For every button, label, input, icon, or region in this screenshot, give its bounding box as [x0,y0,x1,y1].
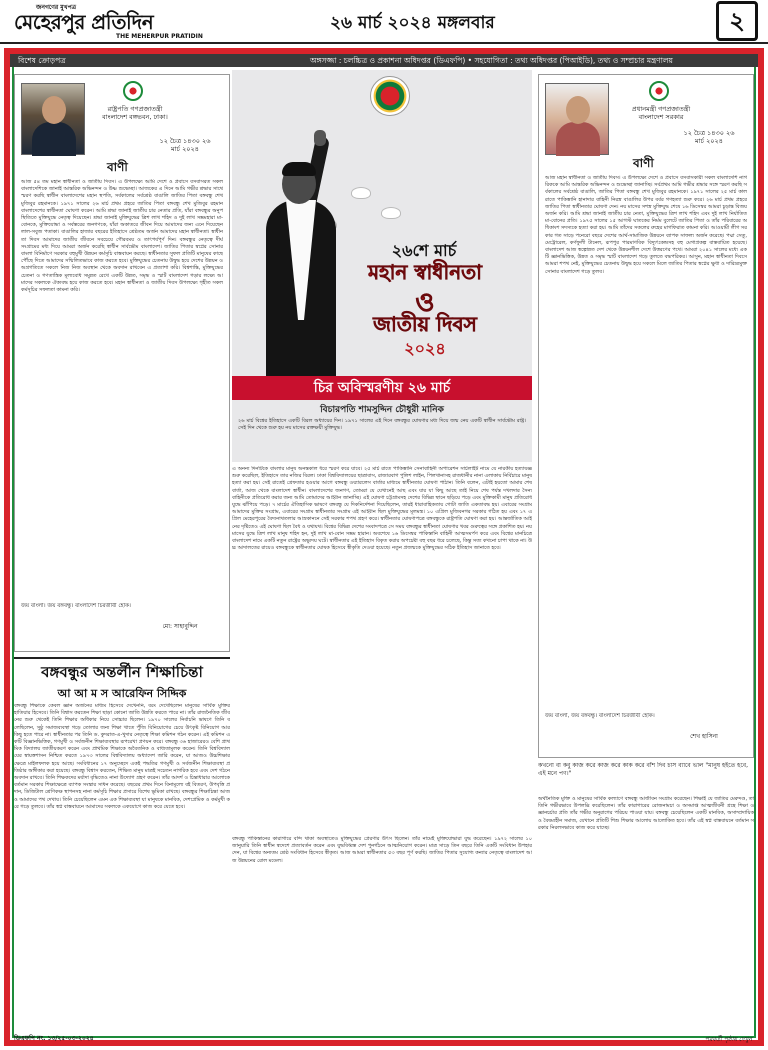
quoted-verse: কখনো বা কবু কাজ করে কাজ করে কাক করে বাঁশ দিব চাস ব্যাবে ভাল "মানুষ হইতে হবে, এই মনে পণ।" [538,762,748,777]
article-lead: ২৬ মার্চ বিশ্বের ইতিহাসে একটি বিরল অধ্যায়ের দিন। ১৯৭১ সালের এই দিনে বঙ্গবন্ধুর ঘোষণার মধ্য দিয়ে জন্ম নেয় একটি স্বাধীন সার্বভৌম রাষ্ট্র। সেই দিন থেকে শুরু হয় নয় মাসের রক্তক্ষয়ী মুক্তিযুদ্ধ। [238,418,526,431]
prime-minister-message-closing: জয় বাংলা, জয় বঙ্গবন্ধু। বাংলাদেশ চিরজীবী হোক। [545,713,655,719]
article-headline: চির অবিস্মরণীয় ২৬ মার্চ [232,376,532,400]
education-article-author: আ আ ম স আরেফিন সিদ্দিক [57,687,187,700]
independence-day-poster [232,70,532,462]
education-article [14,657,230,1042]
supplement-top-bar [10,54,758,67]
president-message-date: ১২ চৈত্র ১৪৩০ ২৬ মার্চ ২০২৪ [159,137,211,153]
poster-date: ২৬শে মার্চ [391,241,457,260]
masthead-tagline: জনগণের মুখপত্র [36,4,77,11]
poster-title-line1: মহান স্বাধীনতা [368,260,482,284]
national-emblem-icon [370,76,410,116]
prime-minister-message-title: বাণী [633,156,654,170]
dfp-reference: ডিএফপি নং. ১৩/২৫-০৩-২০২৪ [14,1035,94,1042]
prime-minister-message [538,74,754,758]
continuation-text: অর্থনৈতিক মুক্তি ও মানুষের সার্বিক কল্যাণে বঙ্গবন্ধু আজীবন সংগ্রাম করেছেন। শিক্ষাই যে জাতির মেরুদণ্ড, তা তিনি গভীরভাবে উপলব্ধি করেছিলেন। তাঁর কারাগারের রোজনামচা ও অসমাপ্ত আত্মজীবনী গ্রন্থে শিক্ষা ও জ্ঞানচর্চার প্রতি তাঁর গভীর অনুরাগের পরিচয় পাওয়া যায়। বঙ্গবন্ধু চেয়েছিলেন একটি মানবিক, অসাম্প্রদায়িক ও বৈষম্যহীন সমাজ, যেখানে প্রতিটি শিশু শিক্ষার আলোয় আলোকিত হবে। তাঁর এই স্বপ্ন বাস্তবায়নে বর্তমান সরকার নিরলসভাবে কাজ করে যাচ্ছে। [538,796,754,831]
page-number: ২ [716,1,758,41]
president-photo [21,83,85,155]
dove-icon [352,188,370,198]
issue-date: ২৬ মার্চ ২০২৪ মঙ্গলবার [330,13,495,33]
prime-minister-message-text: আজ মহান স্বাধীনতা ও জাতীয় দিবস। এ উপলক্ষ্যে দেশে ও প্রবাসে বসবাসকারী সকল বাংলাদেশি নাগরিককে আমি আন্তরিক অভিনন্দন ও শুভেচ্ছা জানাচ্ছি। সর্বপ্রথম আমি গভীর শ্রদ্ধার সঙ্গে স্মরণ করছি সর্বকালের সর্বশ্রেষ্ঠ বাঙালি, জাতির পিতা বঙ্গবন্ধু শেখ মুজিবুর রহমানকে। ১৯৭১ সালের ২৫ মার্চ কালরাতে পাকিস্তানি হানাদার বাহিনী নিরস্ত্র বাঙালির উপর বর্বর গণহত্যা শুরু করে। ২৬ মার্চ প্রথম প্রহরে জাতির পিতা স্বাধীনতার ঘোষণা দেন। নয় মাসের সশস্ত্র মুক্তিযুদ্ধ শেষে ১৬ ডিসেম্বর আমরা চূড়ান্ত বিজয় অর্জন করি। আমি শ্রদ্ধা জানাই জাতীয় চার নেতা, মুক্তিযুদ্ধের ত্রিশ লাখ শহিদ এবং দুই লাখ নির্যাতিত মা-বোনের প্রতি। ১৯৭৫ সালের ১৫ আগস্ট ঘাতকের নির্মম বুলেটে জাতির পিতা ও তাঁর পরিবারের অধিকাংশ সদস্যকে হত্যা করা হয়। আমি তাঁদের সকলের রুহের মাগফিরাত কামনা করি। আওয়ামী লীগ সরকার গত সাড়ে পনেরো বছরে দেশের আর্থ-সামাজিক উন্নয়নে ব্যাপক সাফল্য অর্জন করেছে। পদ্মা সেতু, মেট্রোরেল, কর্ণফুলী টানেল, রূপপুর পারমাণবিক বিদ্যুৎকেন্দ্রসহ বহু মেগাপ্রকল্প বাস্তবায়িত হয়েছে। বাংলাদেশ আজ স্বল্পোন্নত দেশ থেকে উন্নয়নশীল দেশে উত্তরণের পথে। আমরা ২০৪১ সালের মধ্যে একটি জ্ঞানভিত্তিক, উন্নত ও সমৃদ্ধ স্মার্ট বাংলাদেশ গড়ে তুলতে বদ্ধপরিকর। আসুন, মহান স্বাধীনতা দিবসে আমরা শপথ নেই, মুক্তিযুদ্ধের চেতনায় উদ্বুদ্ধ হয়ে সকলে মিলে জাতির পিতার স্বপ্নের ক্ষুধা ও দারিদ্র্যমুক্ত সোনার বাংলাদেশ গড়ে তুলব। [545,175,747,275]
supplement-label: বিশেষ ক্রোড়পত্র [18,56,66,65]
newspaper-logo[interactable] [8,2,248,42]
center-article-body: এ অনন্য দিনটিকে বাংলার মানুষ অনন্তকাল ধরে স্মরণ করে যাবে। ২৫ মার্চ রাতে পাকিস্তানি সেনাবাহিনী অপারেশন সার্চলাইট নামে যে নারকীয় হত্যাযজ্ঞ শুরু করেছিল, ইতিহাসে তার নজির বিরল। ঢাকা বিশ্ববিদ্যালয়ের ছাত্রাবাস, রাজারবাগ পুলিশ লাইন, পিলখানাসহ রাজধানীর নানা এলাকায় নির্বিচারে মানুষ হত্যা করা হয়। সেই রাতেই গ্রেফতার হওয়ার আগে বঙ্গবন্ধু ওয়্যারলেস বার্তার মাধ্যমে স্বাধীনতার ঘোষণা পাঠান। তিনি বলেন, এটাই হয়তো আমার শেষ বার্তা, আজ থেকে বাংলাদেশ স্বাধীন। বাংলাদেশের জনগণ, তোমরা যে যেখানেই আছ এবং যার যা কিছু আছে তাই নিয়ে শেষ পর্যন্ত দখলদার সৈন্যবাহিনীকে প্রতিরোধ করার জন্য আমি তোমাদের আহ্বান জানাচ্ছি। এই ঘোষণা চট্টগ্রামসহ দেশের বিভিন্ন স্থানে ছড়িয়ে পড়ে এবং মুক্তিকামী মানুষ প্রতিরোধ যুদ্ধে ঝাঁপিয়ে পড়ে। ৭ মার্চের ঐতিহাসিক ভাষণে বঙ্গবন্ধু যে দিকনির্দেশনা দিয়েছিলেন, তারই ধারাবাহিকতায় গোটা জাতি একতাবদ্ধ হয়। এবারের সংগ্রাম আমাদের মুক্তির সংগ্রাম, এবারের সংগ্রাম স্বাধীনতার সংগ্রাম এই আহ্বান ছিল মুক্তিযুদ্ধের মূলমন্ত্র। ১০ এপ্রিল মুজিবনগর সরকার গঠিত হয় এবং ১৭ এপ্রিল মেহেরপুরের বৈদ্যনাথতলার আম্রকাননে সেই সরকার শপথ গ্রহণ করে। স্বাধীনতার ঘোষণাপত্রে বঙ্গবন্ধুকে রাষ্ট্রপতি ঘোষণা করা হয়। আন্তর্জাতিক আইনের দৃষ্টিতেও এই ঘোষণা ছিল বৈধ ও যথাযথ। বিশ্বের বিভিন্ন দেশের সংবাদপত্রে সে সময় বঙ্গবন্ধুর স্বাধীনতা ঘোষণার খবর গুরুত্বের সঙ্গে প্রকাশিত হয়। নয় মাসের যুদ্ধে ত্রিশ লাখ মানুষ শহিদ হন, দুই লাখ মা-বোন সম্ভ্রম হারান। অবশেষে ১৬ ডিসেম্বর পাকিস্তানি বাহিনী আত্মসমর্পণ করে এবং বিশ্বের মানচিত্রে বাংলাদেশ নামে একটি নতুন রাষ্ট্রের অভ্যুদয় ঘটে। স্বাধীনতার এই ইতিহাস বিকৃত করার অপচেষ্টা বহু বছর ধরে চলেছে, কিন্তু সত্য কখনো চাপা থাকে না। উচ্চ আদালতের রায়েও বঙ্গবন্ধুকে স্বাধীনতার ঘোষক হিসেবে স্বীকৃতি দেওয়া হয়েছে। নতুন প্রজন্মকে মুক্তিযুদ্ধের সঠিক ইতিহাস জানাতে হবে। [232,466,532,552]
dove-icon [382,208,400,218]
education-article-title: বঙ্গবন্ধুর অন্তর্লীন শিক্ষাচিন্তা [14,657,230,683]
president-message-title: বাণী [107,160,128,174]
article-byline: বিচারপতি শামসুদ্দিন চৌধুরী মানিক [320,405,444,415]
bangladesh-seal-icon [123,81,143,101]
president-message [14,74,230,652]
education-article-body: বঙ্গবন্ধু শিক্ষাকে কেবল জ্ঞান অর্জনের মাধ্যম হিসেবে দেখেননি, বরং দেখেছিলেন মানুষের সার্বিক মুক্তির হাতিয়ার হিসেবে। তিনি বিশ্বাস করতেন শিক্ষা ছাড়া কোনো জাতি উন্নতি করতে পারে না। তাঁর রাজনৈতিক জীবনের শুরু থেকেই তিনি শিক্ষার অধিকার নিয়ে সোচ্চার ছিলেন। ১৯৭০ সালের নির্বাচনি ভাষণে তিনি বলেছিলেন, সুষ্ঠু সমাজব্যবস্থা গড়ে তোলার জন্য শিক্ষা খাতে পুঁজি বিনিয়োগের চেয়ে উৎকৃষ্ট বিনিয়োগ আর কিছু হতে পারে না। স্বাধীনতার পর তিনি ড. কুদরাত-এ-খুদার নেতৃত্বে শিক্ষা কমিশন গঠন করেন। এই কমিশন একটি বিজ্ঞানভিত্তিক, গণমুখী ও সর্বজনীন শিক্ষাব্যবস্থার রূপরেখা প্রণয়ন করে। বঙ্গবন্ধু ৩৬ হাজারেরও বেশি প্রাথমিক বিদ্যালয় জাতীয়করণ করেন এবং প্রাথমিক শিক্ষাকে অবৈতনিক ও বাধ্যতামূলক করেন। তিনি বিশ্ববিদ্যালয়ের স্বায়ত্তশাসন নিশ্চিত করতে ১৯৭৩ সালের বিশ্ববিদ্যালয় অধ্যাদেশ জারি করেন, যা আজও উচ্চশিক্ষার ক্ষেত্রে মাইলফলক হয়ে আছে। সংবিধানের ১৭ অনুচ্ছেদে একই পদ্ধতির গণমুখী ও সর্বজনীন শিক্ষাব্যবস্থা প্রতিষ্ঠার অঙ্গীকার করা হয়েছে। বঙ্গবন্ধু বিশ্বাস করতেন, শিক্ষিত মানুষ মাত্রই সচেতন নাগরিক হবে এবং দেশ গঠনে অবদান রাখবে। তিনি শিক্ষকদের মর্যাদা বৃদ্ধিতেও নানা উদ্যোগ গ্রহণ করেন। তাঁর আদর্শ ও চিন্তাধারার আলোকে বর্তমান সরকার শিক্ষাক্ষেত্রে ব্যাপক সংস্কার সাধন করেছে। বছরের প্রথম দিনে বিনামূল্যে বই বিতরণ, উপবৃত্তি প্রদান, ডিজিটাল শ্রেণিকক্ষ স্থাপনসহ নানা কর্মসূচি শিক্ষার প্রসারে বিশেষ ভূমিকা রাখছে। বঙ্গবন্ধুর শিক্ষাচিন্তা আজও আমাদের পথ দেখায়। তিনি চেয়েছিলেন এমন এক শিক্ষাব্যবস্থা যা মানুষকে মানবিক, দেশপ্রেমিক ও কর্মমুখী করে গড়ে তুলবে। তাঁর স্বপ্ন বাস্তবায়নে আমাদের সকলকে একযোগে কাজ করে যেতে হবে। [14,703,230,810]
continued-note[interactable]: পরবর্তী পৃষ্ঠায় দেখুন [704,1036,752,1043]
masthead-english-name: THE MEHERPUR PRATIDIN [116,33,203,40]
poster-title-line3: জাতীয় দিবস [373,312,477,336]
prime-minister-message-date: ১২ চৈত্র ১৪৩০ ২৬ মার্চ ২০২৪ [683,129,735,145]
president-message-closing: জয় বাংলা। জয় বঙ্গবন্ধু। বাংলাদেশ চিরজীবী হোক। [21,603,131,609]
prime-minister-office: প্রধানমন্ত্রী গণপ্রজাতন্ত্রী বাংলাদেশ সরকার [631,105,691,121]
president-signature: মো: সাহাবুদ্দিন [162,623,198,630]
president-message-text: আজ ৫৪ তম মহান স্বাধীনতা ও জাতীয় দিবস। এ উপলক্ষ্যে আমি দেশে ও প্রবাসে বসবাসরত সকল বাংলাদেশিকে জানাই আন্তরিক অভিনন্দন ও উষ্ণ শুভেচ্ছা। আজকের এ দিনে আমি গভীর শ্রদ্ধার সাথে স্মরণ করছি স্বাধীন বাংলাদেশের মহান স্থপতি, সর্বকালের সর্বশ্রেষ্ঠ বাঙালি জাতির পিতা বঙ্গবন্ধু শেখ মুজিবুর রহমানকে। ১৯৭১ সালের ২৬ মার্চ প্রথম প্রহরে জাতির পিতা বঙ্গবন্ধু শেখ মুজিবুর রহমান বাংলাদেশের স্বাধীনতা ঘোষণা করেন। আমি শ্রদ্ধা জানাই জাতীয় চার নেতার প্রতি, যাঁরা বঙ্গবন্ধুর অনুপস্থিতিতে মুক্তিযুদ্ধে নেতৃত্ব দিয়েছেন। শ্রদ্ধা জানাই মুক্তিযুদ্ধের ত্রিশ লাখ শহিদ ও দুই লাখ সম্ভ্রমহারা মা-বোনকে, মুক্তিযোদ্ধা ও সর্বস্তরের জনগণকে, যাঁরা অকাতরে জীবন দিয়ে আমাদের জন্য এনে দিয়েছেন লাল-সবুজ পতাকা। বাঙালির হাজার বছরের ইতিহাসে শ্রেষ্ঠতম অর্জন আমাদের মহান স্বাধীনতা। স্বাধীনতা দিবস আমাদের জাতীয় জীবনে সবচেয়ে গৌরবময় ও তাৎপর্যপূর্ণ দিন। বঙ্গবন্ধুর নেতৃত্বে দীর্ঘ সংগ্রামের মধ্য দিয়ে আমরা অর্জন করেছি স্বাধীন সার্বভৌম বাংলাদেশ। জাতির পিতার স্বপ্নের সোনার বাংলা বিনির্মাণে সরকার বহুমুখী উন্নয়ন কর্মসূচি বাস্তবায়ন করছে। স্বাধীনতার সুফল প্রতিটি মানুষের কাছে পৌঁছে দিতে আমাদের সম্মিলিতভাবে কাজ করতে হবে। মুক্তিযুদ্ধের চেতনায় উদ্বুদ্ধ হয়ে দেশের উন্নয়ন ও অগ্রগতিতে সকলে নিজ নিজ অবস্থান থেকে অবদান রাখবেন এ প্রত্যাশা করি। বিশ্বশান্তি, মুক্তিযুদ্ধের চেতনা ও গণতান্ত্রিক মূল্যবোধ সমুন্নত রেখে একটি উন্নত, সমৃদ্ধ ও স্মার্ট বাংলাদেশ গড়ার লক্ষ্যে আমাদের সকলকে ঐক্যবদ্ধ হয়ে কাজ করতে হবে। মহান স্বাধীনতা ও জাতীয় দিবস উপলক্ষ্যে গৃহীত সকল কর্মসূচির সফলতা কামনা করি। [21,179,223,294]
center-article-tail: বঙ্গবন্ধু পাকিস্তানের কারাগারে বন্দি থাকা অবস্থাতেও মুক্তিযুদ্ধের প্রেরণার উৎস ছিলেন। তাঁর নামেই মুক্তিযোদ্ধারা যুদ্ধ করেছেন। ১৯৭২ সালের ১০ জানুয়ারি তিনি স্বাধীন স্বদেশে প্রত্যাবর্তন করেন এবং যুদ্ধবিধ্বস্ত দেশ পুনর্গঠনে আত্মনিয়োগ করেন। মাত্র সাড়ে তিন বছরে তিনি একটি সংবিধান উপহার দেন, যা বিশ্বের অন্যতম শ্রেষ্ঠ সংবিধান হিসেবে স্বীকৃত। আজ আমরা স্বাধীনতার ৫৩ বছর পূর্ণ করছি। জাতির পিতার সুযোগ্য কন্যার নেতৃত্বে বাংলাদেশ আজ উন্নয়নের রোল মডেল। [232,836,532,864]
masthead-name: মেহেরপুর প্রতিদিন [14,10,154,34]
prime-minister-photo [545,83,609,155]
bangladesh-seal-icon [649,81,669,101]
supplement-credits: অঙ্গসজ্জা : চলচ্চিত্র ও প্রকাশনা অধিদপ্তর (ডিএফপি) • সহযোগিতা : তথ্য অধিদপ্তর (পিআইডি), তথ্য ও সম্প্রচার মন্ত্রণালয় [310,56,673,65]
poster-year: ২০২৪ [404,339,446,358]
president-office: রাষ্ট্রপতি গণপ্রজাতন্ত্রী বাংলাদেশ বঙ্গভবন, ঢাকা। [102,105,168,121]
poster-title-line2: ও [415,288,435,318]
prime-minister-signature: শেখ হাসিনা [690,733,718,740]
education-article-continuation [538,762,754,1004]
masthead [0,0,768,44]
